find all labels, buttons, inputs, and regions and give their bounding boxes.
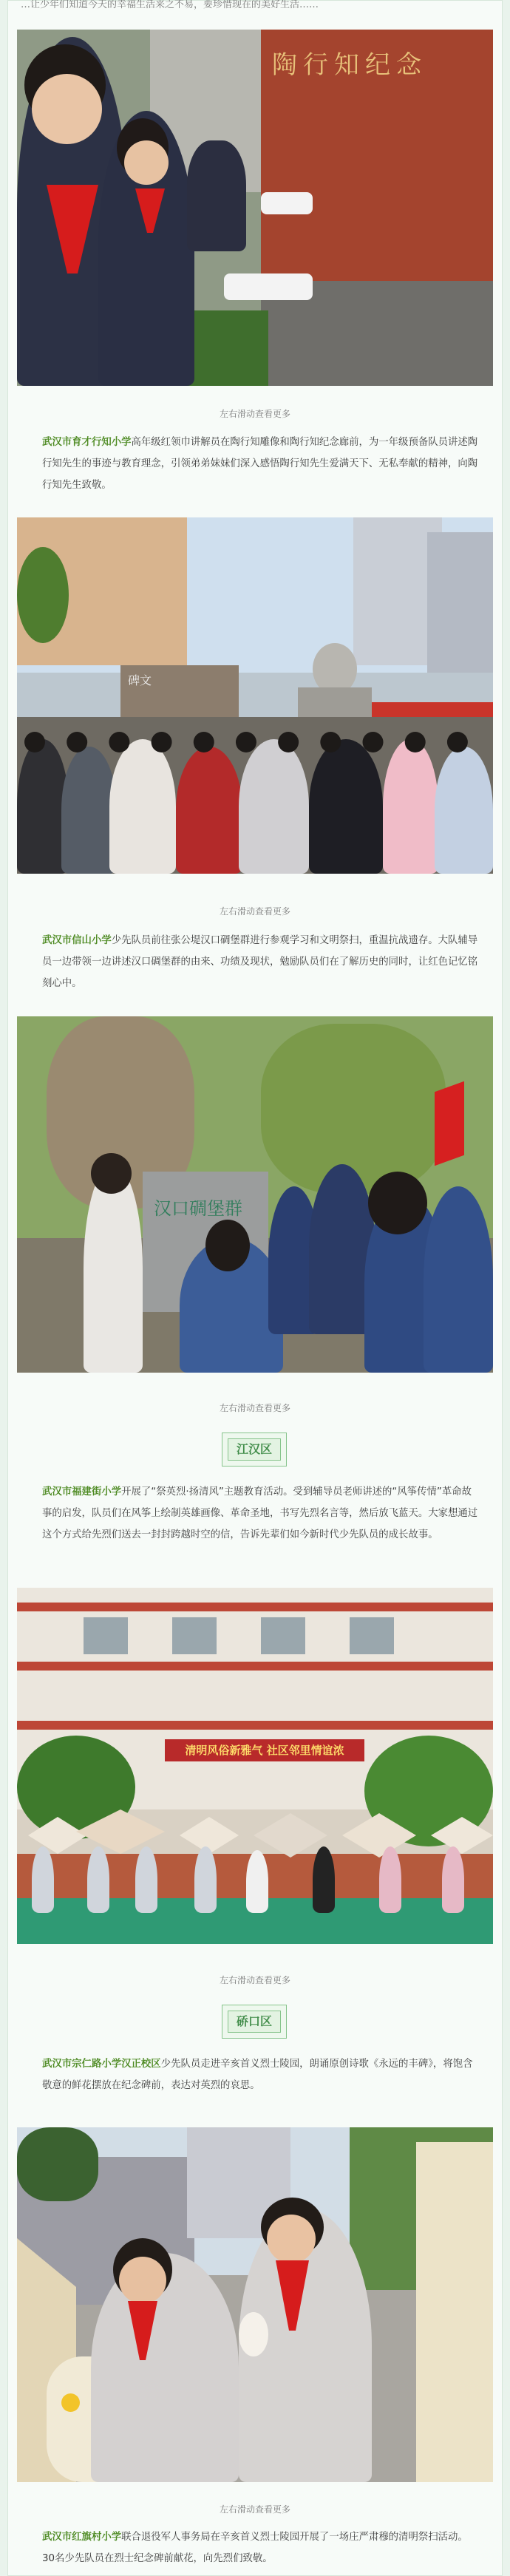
school-name-2: 武汉市信山小学 bbox=[42, 935, 112, 946]
photo-students-memorial-wall[interactable]: 陶行知纪念 bbox=[17, 30, 493, 386]
district-tag-label: 硚口区 bbox=[228, 2011, 281, 2033]
paragraph-text-3: 开展了“祭英烈·扬清风”主题教育活动。受到辅导员老师讲述的“风筝传情”革命故事的启发，队员们在风筝上绘制英雄画像、革命圣地，书写先烈名言等，然后放飞蓝天。大家想通过这个方式给先烈们送去一封封跨越时空的信，告诉先辈们如今新时代少先队员的成长故事。 bbox=[42, 1486, 478, 1540]
paragraph-3 bbox=[42, 1481, 478, 1546]
school-name-4: 武汉市宗仁路小学汉正校区 bbox=[42, 2059, 161, 2070]
top-text-fragment: …让少年们知道今天的幸福生活来之不易，要珍惜现在的美好生活…… bbox=[21, 0, 319, 10]
image-caption-4: 左右滑动查看更多 bbox=[219, 1975, 290, 1985]
photo-students-bust-statue[interactable]: 碑文 bbox=[17, 517, 493, 874]
district-tag-qiaokou bbox=[222, 2005, 287, 2039]
paragraph-text-2: 少先队员前往张公堤汉口碉堡群进行参观学习和文明祭扫，重温抗战遗存。大队辅导员一边带领一边讲述汉口碉堡群的由来、功绩及现状，勉励队员们在了解历史的同时，让红色记忆铭刻心中。 bbox=[42, 935, 478, 989]
photo-students-stone-monument[interactable]: 汉口碉堡群 bbox=[17, 1016, 493, 1373]
paragraph-1 bbox=[42, 432, 478, 496]
district-tag-label: 江汉区 bbox=[228, 1438, 281, 1461]
paragraph-5 bbox=[42, 2526, 478, 2569]
photo-banner-text: 清明风俗新雅气 社区邻里情谊浓 bbox=[165, 1739, 364, 1761]
school-name-5: 武汉市红旗村小学 bbox=[42, 2532, 122, 2543]
paragraph-text-1: 高年级红领巾讲解员在陶行知雕像和陶行知纪念廊前，为一年级预备队员讲述陶行知先生的事迹与教育理念，引领弟弟妹妹们深入感悟陶行知先生爱满天下、无私奉献的精神，向陶行知先生致敬。 bbox=[42, 437, 478, 491]
paragraph-text-4: 少先队员走进辛亥首义烈士陵园，朗诵原创诗歌《永远的丰碑》，将饱含敬意的鲜花摆放在纪念碑前，表达对英烈的哀思。 bbox=[42, 2059, 473, 2091]
image-caption-3: 左右滑动查看更多 bbox=[219, 1403, 290, 1413]
paragraph-4 bbox=[42, 2053, 478, 2096]
district-tag-jianghan bbox=[222, 1433, 287, 1467]
image-caption-2: 左右滑动查看更多 bbox=[219, 906, 290, 917]
school-name-1: 武汉市育才行知小学 bbox=[42, 437, 132, 448]
photo-students-kites-schoolyard[interactable] bbox=[17, 1588, 493, 1944]
paragraph-2 bbox=[42, 930, 478, 994]
image-caption-5: 左右滑动查看更多 bbox=[219, 2504, 290, 2515]
photo-students-laying-flowers[interactable] bbox=[17, 2127, 493, 2482]
paragraph-text-5: 联合退役军人事务局在辛亥首义烈士陵园开展了一场庄严肃穆的清明祭扫活动。30名少先队员在烈士纪念碑前献花，向先烈们致敬。 bbox=[42, 2532, 468, 2564]
school-name-3: 武汉市福建街小学 bbox=[42, 1486, 122, 1498]
image-caption-1: 左右滑动查看更多 bbox=[219, 409, 290, 419]
